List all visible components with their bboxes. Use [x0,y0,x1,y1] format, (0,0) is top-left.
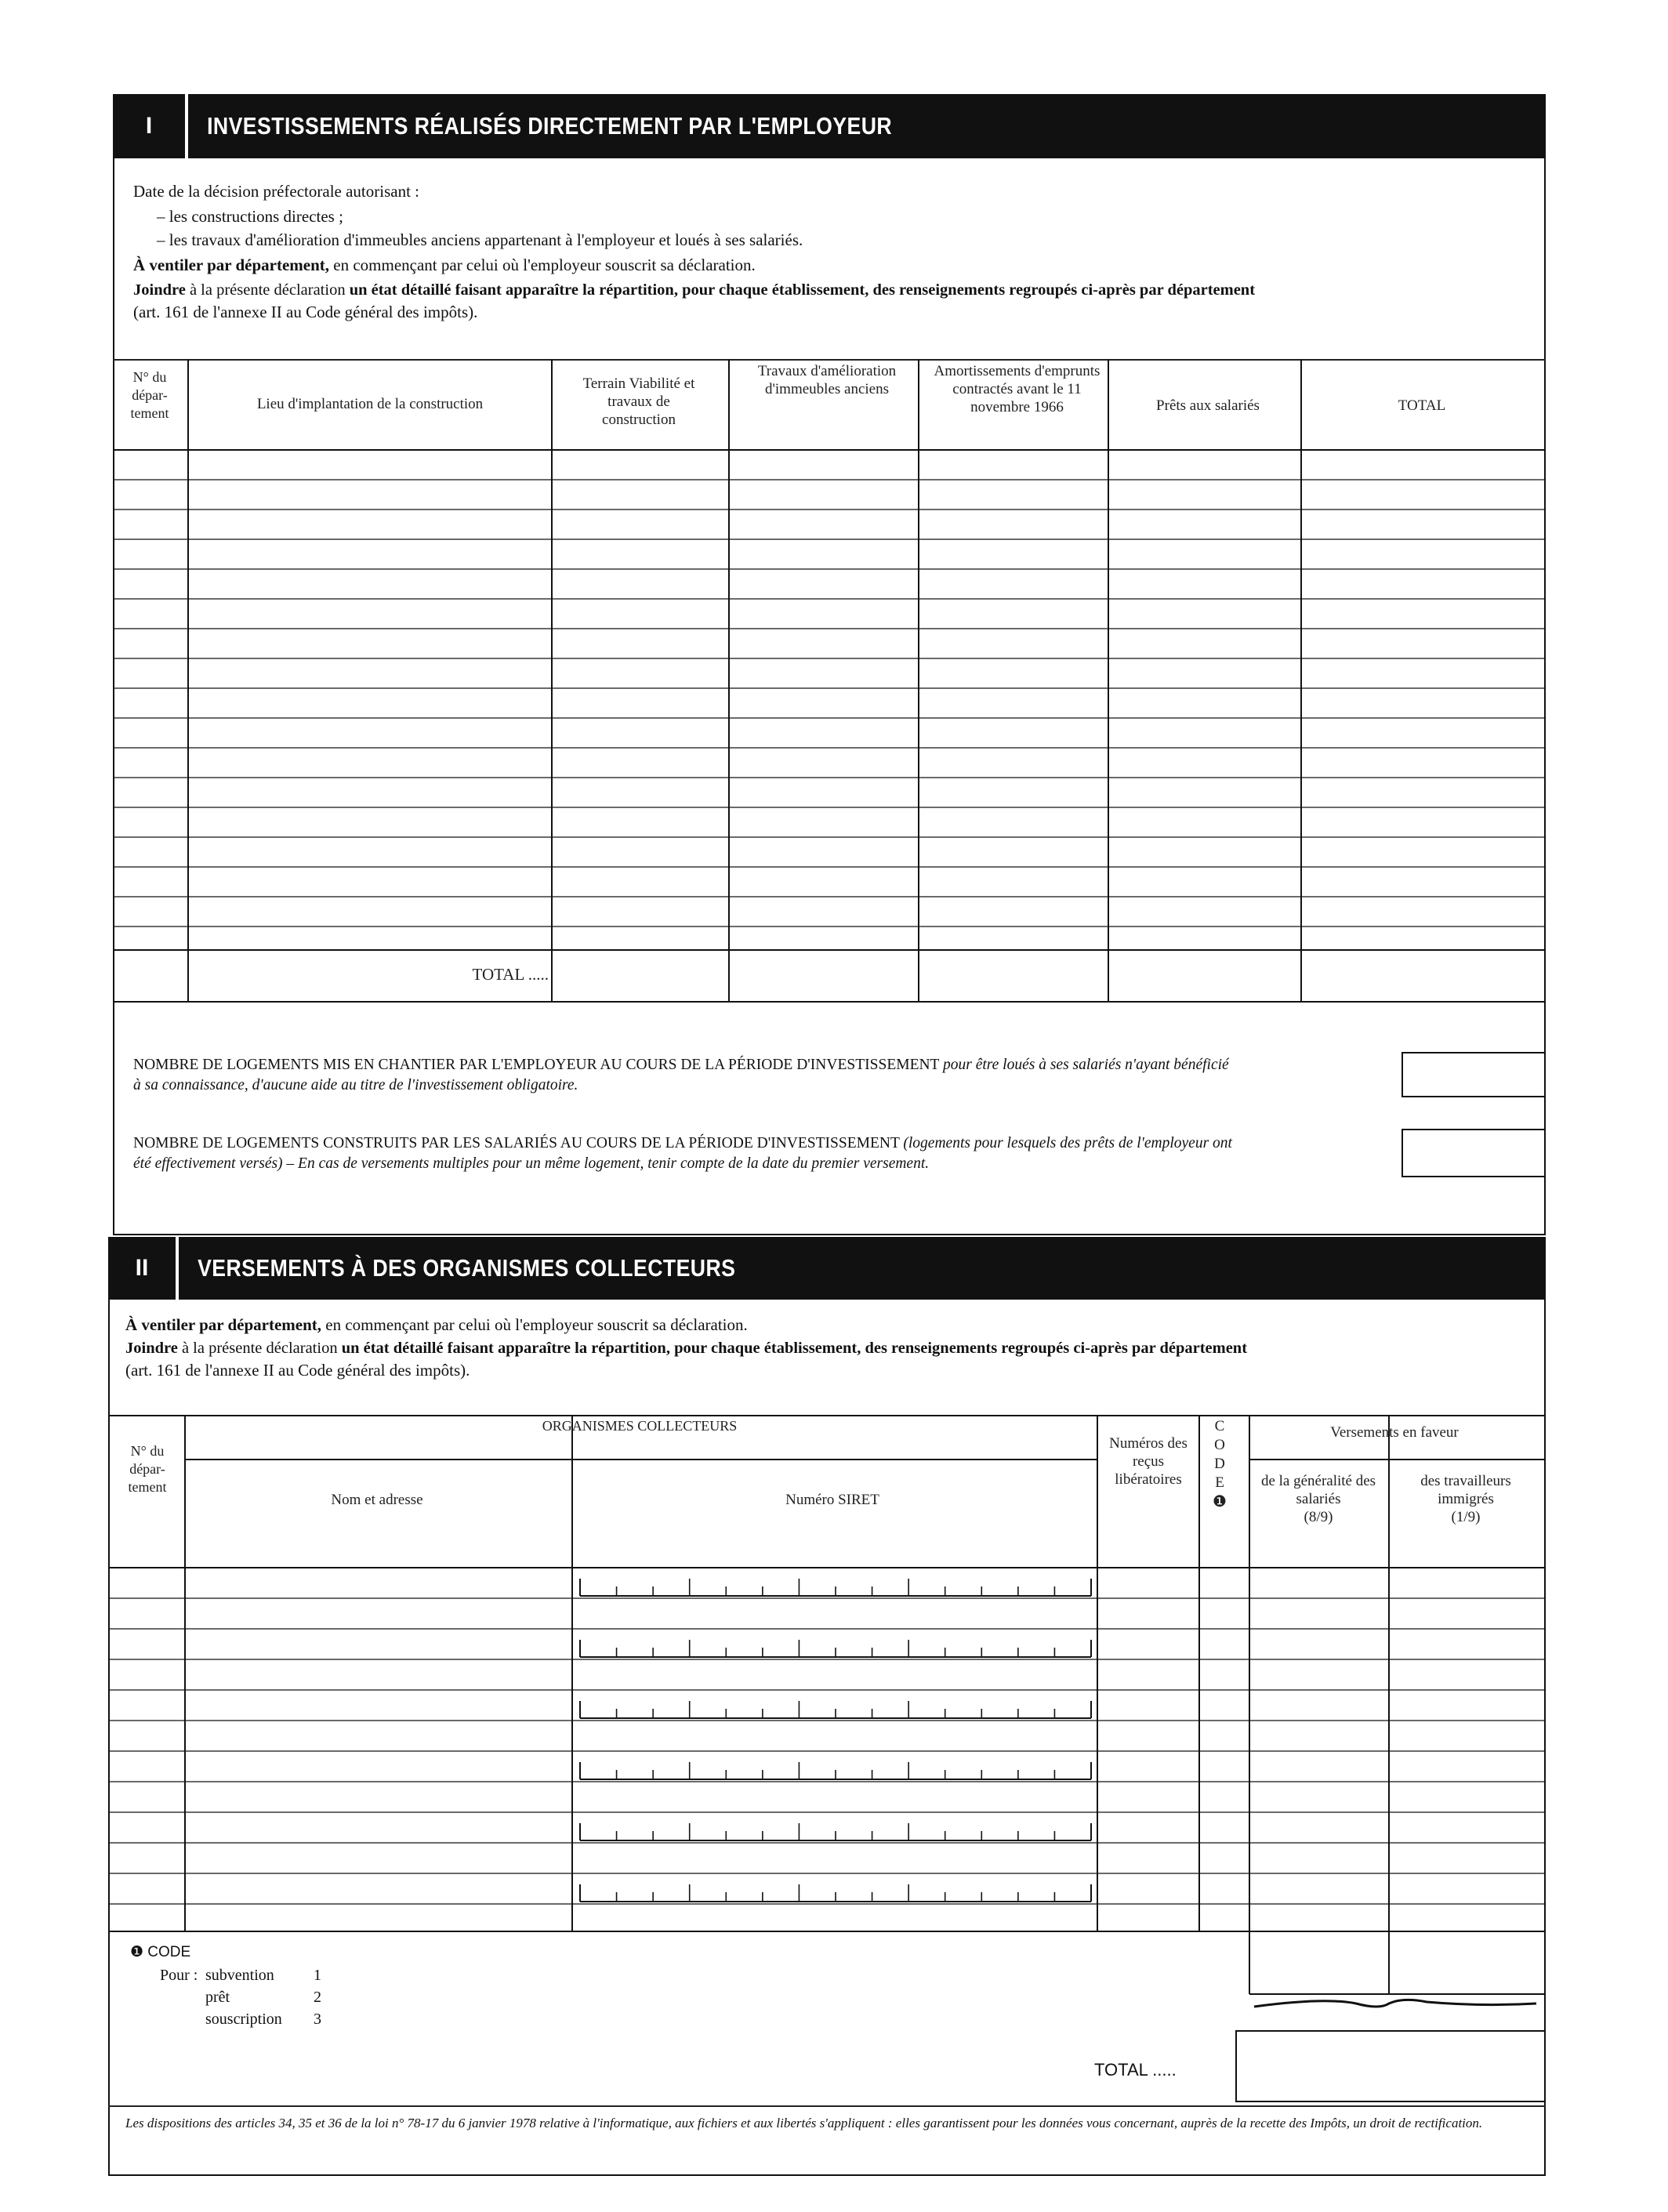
code-letter-o: O [1214,1437,1225,1453]
code-legend-souscription-value: 3 [314,2011,321,2028]
table2-header-siret: Numéro SIRET [785,1492,879,1508]
section-1-title: INVESTISSEMENTS RÉALISÉS DIRECTEMENT PAR L'EMPLOYEUR [207,112,893,140]
ventiler-rest: en commençant par celui où l'employeur souscrit sa déclaration. [329,256,756,274]
logements-chantier-italic-1: pour être loués à ses salariés n'ayant bénéficié [943,1057,1229,1073]
generalite-label: de la généralité des salariés [1260,1473,1376,1507]
code-letter-d: D [1214,1456,1225,1472]
code-legend-title: ❶ CODE [130,1944,191,1960]
code-letter-c: C [1214,1418,1225,1434]
joindre-reference-2: (art. 161 de l'annexe II au Code général des impôts). [125,1361,470,1380]
table1-total-label: TOTAL ..... [472,965,549,984]
total-connector-brace [1254,2000,1536,2007]
table1-header-lieu: Lieu d'implantation de la construction [256,396,484,412]
code-letter-e: E [1215,1474,1224,1491]
logements-construits-text-2: été effectivement versés) – En cas de versements multiples pour un même logement, tenir compte de la date du premier versement. [133,1155,930,1172]
table1-header-total: TOTAL [1398,397,1446,414]
table2-header-numeros: Numéros des reçus libératoires [1109,1435,1188,1488]
logements-construits-italic-1: (logements pour lesquels des prêts de l'employeur ont [903,1135,1232,1151]
code-legend-subvention-value: 1 [314,1967,321,1984]
joindre-mid-s2: à la présente déclaration [177,1340,342,1357]
section-2-number: II [108,1237,179,1300]
table2-header-organismes: ORGANISMES COLLECTEURS [542,1418,738,1434]
code-legend-subvention: subvention [205,1967,274,1984]
intro-item-constructions: – les constructions directes ; [157,207,343,226]
joindre-bold-s2: Joindre [125,1340,178,1357]
logements-construits-caps: NOMBRE DE LOGEMENTS CONSTRUITS PAR LES SALARIÉS AU COURS DE LA PÉRIODE D'INVESTISSEMENT [133,1135,904,1151]
joindre-bold-2: un état détaillé faisant apparaître la répartition, pour chaque établissement, des renseignements regroupés ci-après par département [349,281,1256,299]
table2-total-label: TOTAL ..... [1094,2060,1177,2080]
code-legend-souscription: souscription [205,2011,282,2028]
immigres-label: des travailleurs immigrés [1420,1473,1511,1507]
code-legend-pret-value: 2 [314,1989,321,2006]
code-legend-pour: Pour : [160,1967,198,1984]
ventiler-rest-2: en commençant par celui où l'employeur souscrit sa déclaration. [321,1315,748,1334]
section-1-number: I [113,94,188,158]
logements-chantier-caps: NOMBRE DE LOGEMENTS MIS EN CHANTIER PAR L'EMPLOYEUR AU COURS DE LA PÉRIODE D'INVESTISSEMENT [133,1057,943,1073]
table2-header-dept: N° du dépar-tement [128,1443,167,1495]
joindre-mid: à la présente déclaration [185,281,350,299]
immigres-ratio: (1/9) [1451,1509,1481,1525]
ventiler-bold-2: À ventiler par département, [125,1315,322,1334]
code-legend-pret: prêt [205,1989,230,2006]
table1-header-terrain: Terrain Viabilité et travaux de construction [582,375,695,428]
section-2-title: VERSEMENTS À DES ORGANISMES COLLECTEURS [198,1254,736,1282]
joindre-bold-2-s2: un état détaillé faisant apparaître la répartition, pour chaque établissement, des renseignements regroupés ci-après par département [341,1340,1248,1357]
table1-header-amortissements: Amortissements d'emprunts contractés avant le 11 novembre 1966 [934,363,1101,415]
joindre-bold: Joindre [133,281,186,299]
table1-header-prets: Prêts aux salariés [1156,397,1260,414]
intro-item-travaux: – les travaux d'amélioration d'immeubles anciens appartenant à l'employeur et loués à ses salariés. [157,230,803,249]
footer-legal-notice: Les dispositions des articles 34, 35 et 36 de la loi n° 78-17 du 6 janvier 1978 relative à l'informatique, aux fichiers et aux libertés s'appliquent : elles garantissent pour les données vous concernant, auprès de la recette des Impôts, un droit de rectification. [125,2116,1483,2130]
joindre-reference: (art. 161 de l'annexe II au Code général des impôts). [133,303,478,321]
generalite-ratio: (8/9) [1304,1509,1333,1525]
table1-header-travaux: Travaux d'amélioration d'immeubles anciens [757,363,897,397]
table2-header-nom: Nom et adresse [331,1492,423,1508]
decision-date-label: Date de la décision préfectorale autorisant : [133,182,419,201]
table1-header-dept: N° du dépar-tement [130,369,169,421]
table2-header-versements: Versements en faveur [1330,1424,1459,1441]
code-mark-icon: ❶ [1213,1493,1227,1510]
logements-chantier-text-2: à sa connaissance, d'aucune aide au titre de l'investissement obligatoire. [133,1077,578,1093]
ventiler-bold: À ventiler par département, [133,256,330,274]
